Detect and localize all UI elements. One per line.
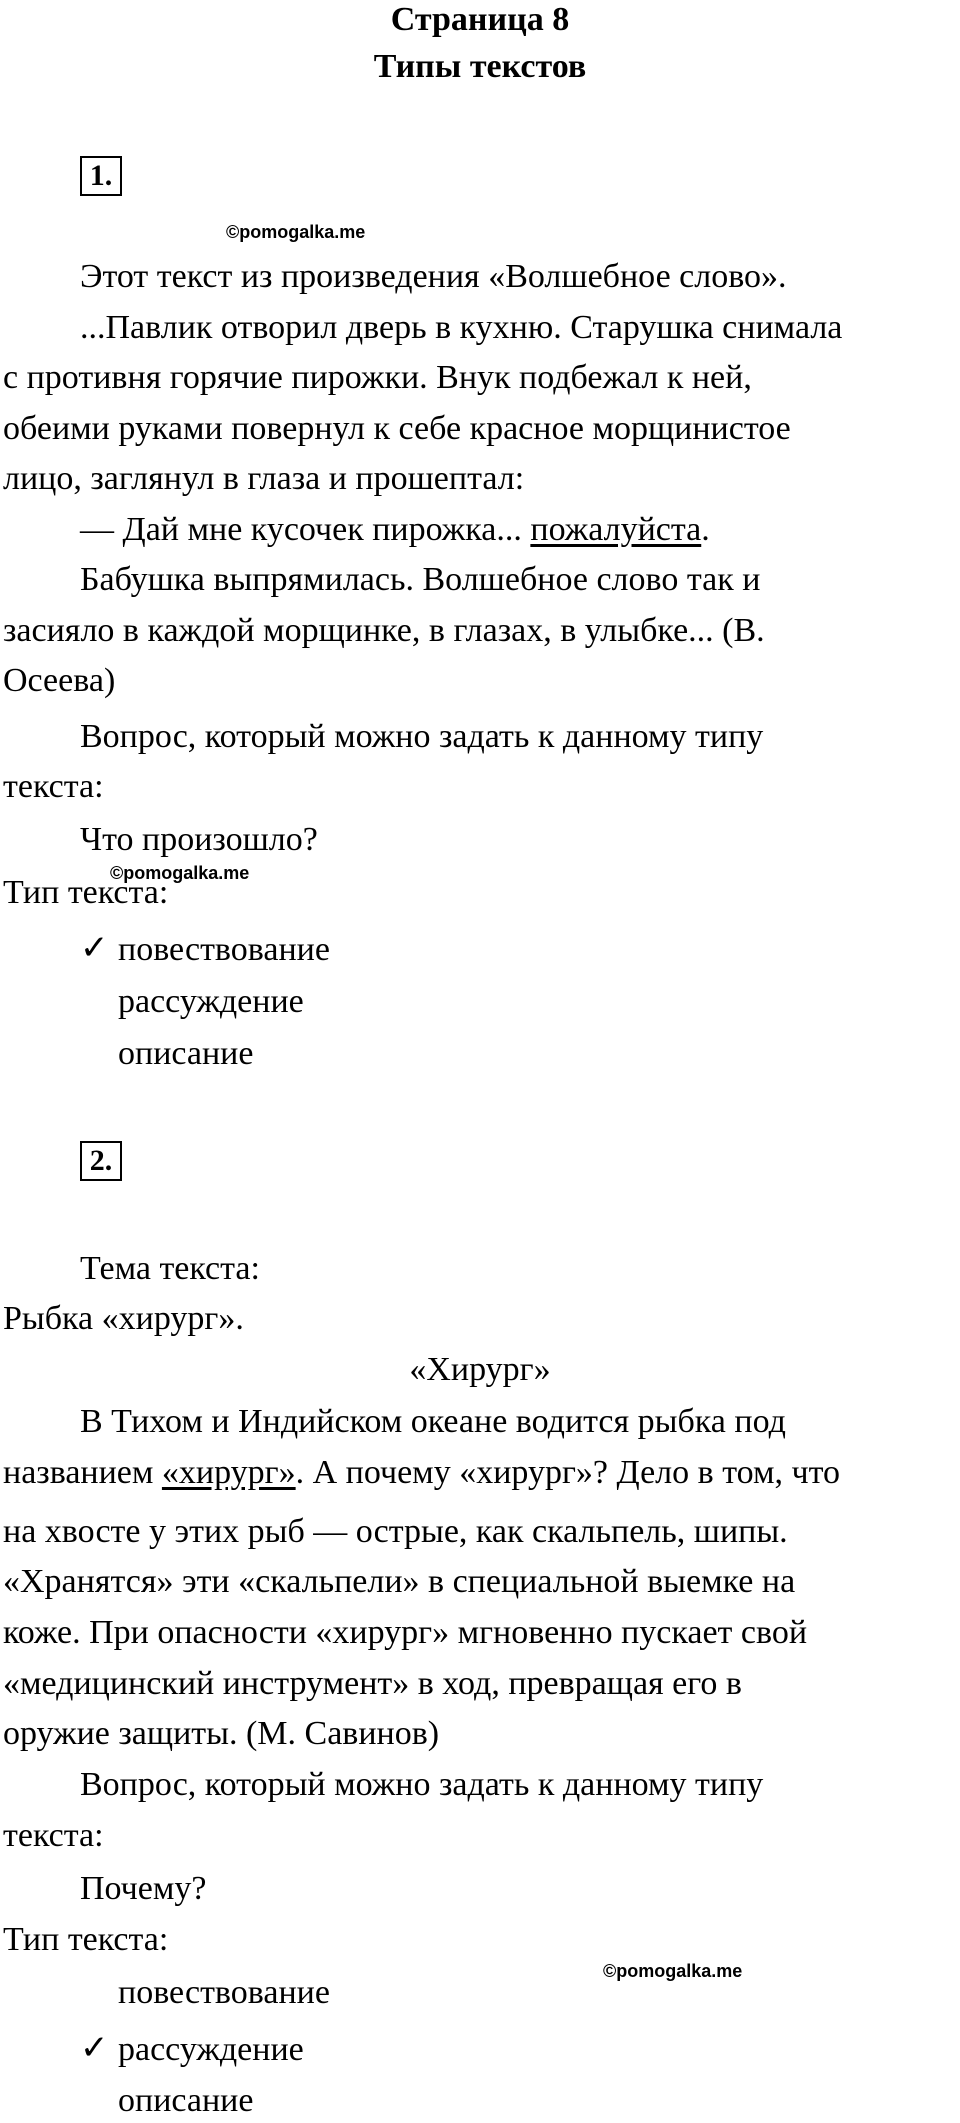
task2-option-narration: повествование: [118, 1974, 330, 2011]
task1-question-line: Вопрос, который можно задать к данному типу: [80, 718, 764, 755]
task1-intro: Этот текст из произведения «Волшебное слово».: [80, 258, 787, 295]
task2-answer: Почему?: [80, 1870, 207, 1907]
task1-option-description: описание: [118, 1035, 254, 1072]
task1-text-line: Бабушка выпрямилась. Волшебное слово так и: [80, 561, 761, 598]
watermark: ©pomogalka.me: [603, 1961, 743, 1981]
checkmark-icon: ✓: [80, 2028, 109, 2068]
text-fragment: . А почему «хирург»? Дело в том, что: [295, 1454, 840, 1491]
checkmark-icon: ✓: [80, 928, 109, 968]
task1-text-line: ...Павлик отворил дверь в кухню. Старушка снимала: [80, 309, 843, 346]
task1-question-line: текста:: [3, 768, 104, 805]
task-number-box: 1.: [80, 156, 122, 196]
task1-answer: Что произошло?: [80, 821, 318, 858]
task1-option-narration: повествование: [118, 931, 330, 968]
section-title: Типы текстов: [373, 48, 587, 85]
dialog-end: .: [701, 511, 710, 548]
underlined-word: «хирург»: [161, 1454, 296, 1491]
task2-question-line: Вопрос, который можно задать к данному типу: [80, 1766, 764, 1803]
task1-text-line: с противня горячие пирожки. Внук подбежал к ней,: [3, 359, 752, 396]
task1-option-reasoning: рассуждение: [118, 983, 304, 1020]
task2-text-line: на хвосте у этих рыб — острые, как скальпель, шипы.: [3, 1513, 788, 1550]
task2-type-label: Тип текста:: [3, 1921, 169, 1958]
task2-text-line: В Тихом и Индийском океане водится рыбка под: [80, 1403, 786, 1440]
task2-text-line: коже. При опасности «хирург» мгновенно пускает свой: [3, 1614, 808, 1651]
task2-topic-label: Тема текста:: [80, 1250, 260, 1287]
task2-option-description: описание: [118, 2082, 254, 2119]
task-number-box: 2.: [80, 1141, 122, 1181]
task2-text-line: «Хранятся» эти «скальпели» в специальной выемке на: [3, 1563, 796, 1600]
task1-text-line: обеими руками повернул к себе красное морщинистое: [3, 410, 791, 447]
task2-text-line: оружие защиты. (М. Савинов): [3, 1715, 440, 1752]
watermark: ©pomogalka.me: [226, 222, 366, 242]
task1-text-line: Осеева): [3, 662, 116, 699]
task1-text-line: лицо, заглянул в глаза и прошептал:: [3, 460, 525, 497]
task2-option-reasoning: рассуждение: [118, 2031, 304, 2068]
task2-question-line: текста:: [3, 1817, 104, 1854]
underlined-word: пожалуйста: [530, 511, 702, 548]
task2-topic: Рыбка «хирург».: [3, 1300, 244, 1337]
task1-text-line: засияло в каждой морщинке, в глазах, в улыбке... (В.: [3, 612, 765, 649]
task2-text-line: [3, 1451, 840, 1495]
dialog-text: — Дай мне кусочек пирожка...: [80, 511, 531, 548]
watermark: ©pomogalka.me: [110, 863, 250, 883]
task1-dialog-line: [80, 508, 710, 552]
task2-text-line: «медицинский инструмент» в ход, превращая его в: [3, 1665, 742, 1702]
page-title: Страница 8: [390, 1, 570, 38]
text-fragment: названием: [3, 1454, 162, 1491]
task1-type-label: Тип текста:: [3, 874, 169, 911]
task2-heading: «Хирург»: [409, 1351, 551, 1388]
